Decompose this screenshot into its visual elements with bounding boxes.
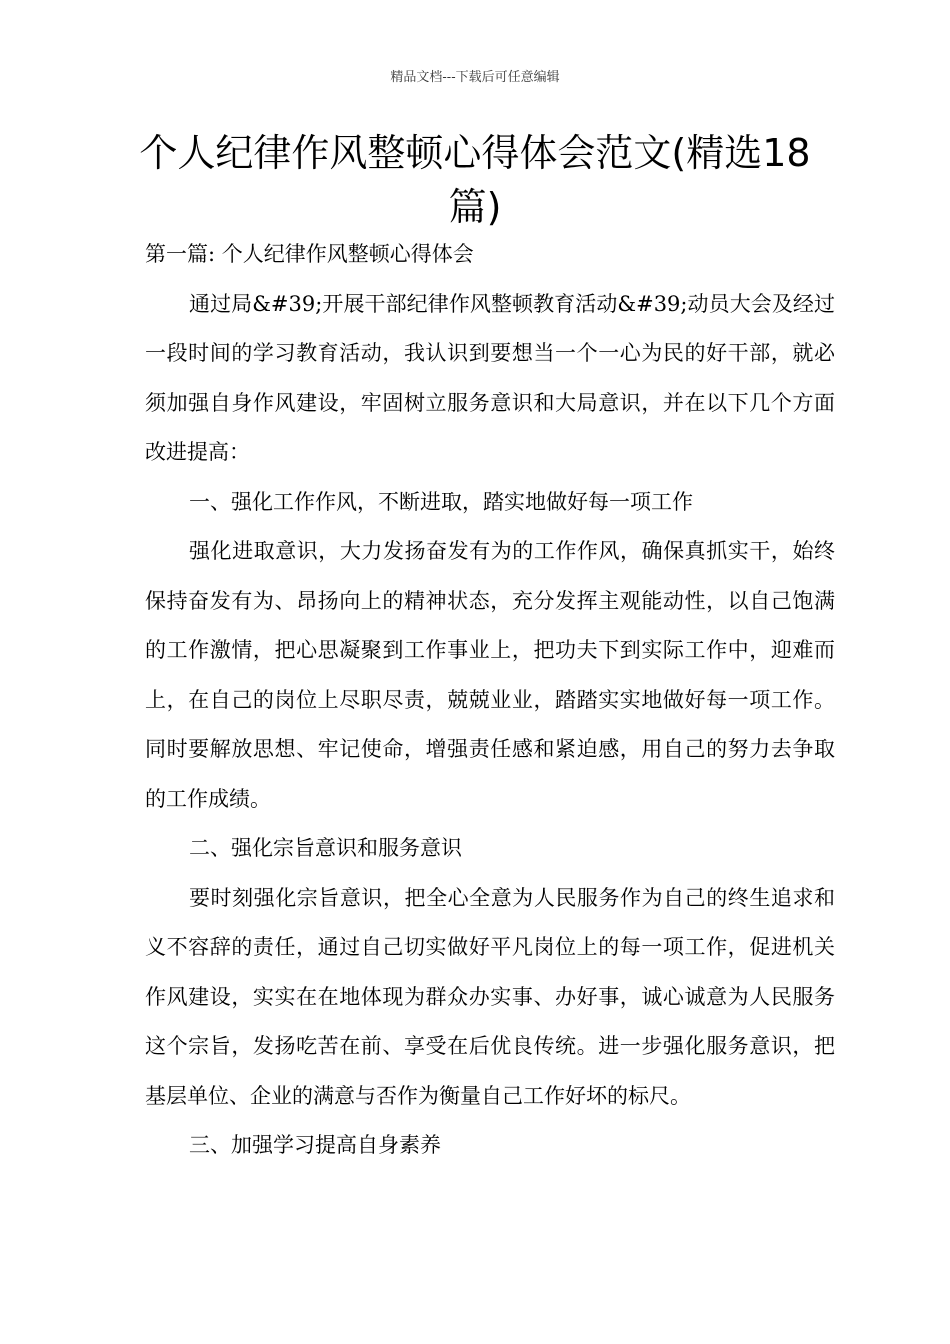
subheading-1: 一、强化工作作风，不断进取，踏实地做好每一项工作	[189, 489, 693, 514]
page-header: 精品文档---下载后可任意编辑	[390, 70, 560, 85]
document-body	[145, 230, 835, 1171]
paragraph-2: 要时刻强化宗旨意识，把全心全意为人民服务作为自己的终生追求和义不容辞的责任，通过自己切实做好平凡岗位上的每一项工作，促进机关作风建设，实实在在地体现为群众办实事、办好事，诚心诚意为人民服务这个宗旨，发扬吃苦在前、享受在后优良传统。进一步强化服务意识，把基层单位、企业的满意与否作为衡量自己工作好坏的标尺。	[145, 885, 835, 1108]
subheading-3: 三、加强学习提高自身素养	[189, 1133, 441, 1157]
paragraph-intro: 通过局&#39;开展干部纪律作风整顿教育活动&#39;动员大会及经过一段时间的学习教育活动，我认识到要想当一个一心为民的好干部，就必须加强自身作风建设，牢固树立服务意识和大局意识，并在以下几个方面改进提高：	[145, 291, 835, 464]
paragraph-1: 强化进取意识，大力发扬奋发有为的工作作风，确保真抓实干，始终保持奋发有为、昂扬向上的精神状态，充分发挥主观能动性，以自己饱满的工作激情，把心思凝聚到工作事业上，把功夫下到实际工作中，迎难而上，在自己的岗位上尽职尽责，兢兢业业，踏踏实实地做好每一项工作。同时要解放思想、牢记使命，增强责任感和紧迫感，用自己的努力去争取的工作成绩。	[145, 539, 835, 811]
section-heading-1: 第一篇: 个人纪律作风整顿心得体会	[145, 242, 474, 266]
document-title: 个人纪律作风整顿心得体会范文(精选18篇)	[139, 131, 811, 229]
subheading-2: 二、强化宗旨意识和服务意识	[189, 836, 462, 860]
